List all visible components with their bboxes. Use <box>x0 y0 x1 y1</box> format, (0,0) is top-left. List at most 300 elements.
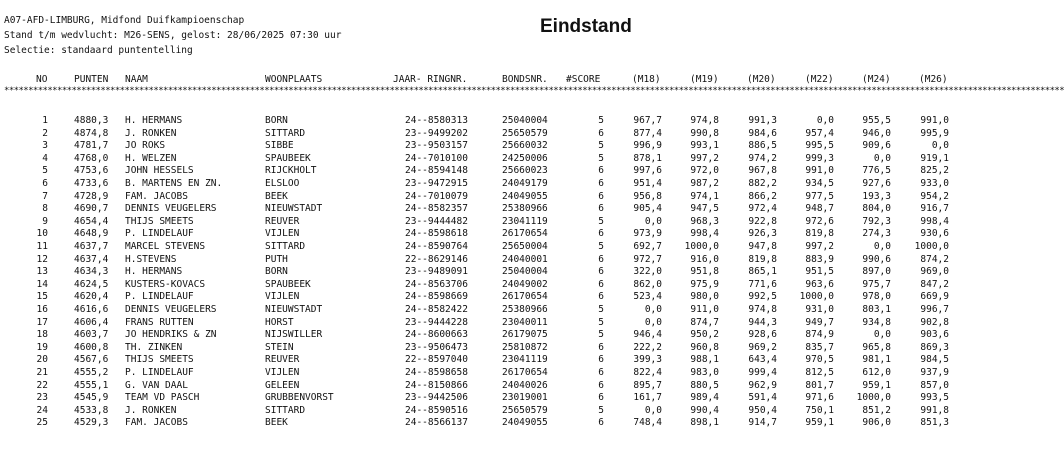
col-m26: 937,9 <box>920 367 949 378</box>
col-woonplaats: GELEEN <box>265 379 300 391</box>
table-row <box>0 354 960 366</box>
col-naam: G. VAN DAAL <box>125 379 188 391</box>
col-m26: 847,2 <box>920 278 949 290</box>
col-m19: 972,0 <box>690 165 719 177</box>
col-m19: 974,1 <box>690 190 719 202</box>
col-naam: FAM. JACOBS <box>125 417 188 429</box>
col-woonplaats: STEIN <box>265 341 294 353</box>
col-m18: 399,3 <box>633 354 662 366</box>
col-naam: FAM. JACOBS <box>125 190 188 202</box>
col-m20: 922,8 <box>748 215 777 227</box>
col-no: 18 <box>36 329 48 341</box>
col-m24: 927,6 <box>862 178 891 189</box>
col-m19: 987,2 <box>690 178 719 189</box>
col-naam: P. LINDELAUF <box>125 228 194 240</box>
col-m18: 161,7 <box>633 392 662 404</box>
col-woonplaats: BORN <box>265 115 288 126</box>
col-punten: 4874,8 <box>74 127 109 139</box>
col-m22: 812,5 <box>805 367 834 378</box>
col-woonplaats: NIEUWSTADT <box>265 203 323 215</box>
col-bondsnr: 25380966 <box>502 304 548 315</box>
col-woonplaats: SPAUBEEK <box>265 278 311 290</box>
col-score: 6 <box>598 178 604 189</box>
col-m19: 983,0 <box>690 367 719 378</box>
col-m19: 950,2 <box>690 329 719 341</box>
col-punten: 4781,7 <box>74 140 109 152</box>
col-m18: 748,4 <box>633 417 662 429</box>
col-woonplaats: REUVER <box>265 215 300 227</box>
col-no: 9 <box>42 215 48 227</box>
col-ringnr: 24--7010100 <box>405 152 468 164</box>
col-bondsnr: 25040004 <box>502 266 548 278</box>
col-m20: 591,4 <box>748 392 777 404</box>
col-m19: 911,0 <box>690 304 719 315</box>
col-ringnr: 24--8582422 <box>405 304 468 315</box>
col-no: 19 <box>36 341 48 353</box>
col-no: 13 <box>36 266 48 278</box>
col-punten: 4545,9 <box>74 392 109 404</box>
col-woonplaats: SITTARD <box>265 404 306 416</box>
table-row <box>0 329 960 341</box>
column-header-no: NO <box>36 74 48 85</box>
col-m24: 776,5 <box>862 165 891 177</box>
col-m18: 967,7 <box>633 115 662 126</box>
col-m19: 975,9 <box>690 278 719 290</box>
col-score: 6 <box>598 266 604 278</box>
column-header-bondsnr: BONDSNR. <box>502 74 548 85</box>
col-ringnr: 23--9472915 <box>405 178 468 189</box>
col-m22: 835,7 <box>805 341 834 353</box>
col-bondsnr: 26170654 <box>502 228 548 240</box>
col-naam: JO HENDRIKS & ZN <box>125 329 217 341</box>
col-m26: 857,0 <box>920 379 949 391</box>
col-naam: THIJS SMEETS <box>125 354 194 366</box>
col-score: 6 <box>598 354 604 366</box>
col-m19: 951,8 <box>690 266 719 278</box>
column-header-score: #SCORE <box>566 74 601 85</box>
col-woonplaats: REUVER <box>265 354 300 366</box>
col-m22: 934,5 <box>805 178 834 189</box>
col-no: 6 <box>42 178 48 189</box>
col-m24: 897,0 <box>862 266 891 278</box>
table-row <box>0 291 960 303</box>
col-m18: 0,0 <box>644 304 662 315</box>
col-m18: 973,9 <box>633 228 662 240</box>
col-m26: 930,6 <box>920 228 949 240</box>
table-row <box>0 191 960 203</box>
col-bondsnr: 24049179 <box>502 178 548 189</box>
col-m24: 851,2 <box>862 404 891 416</box>
table-row <box>0 279 960 291</box>
col-no: 25 <box>36 417 48 429</box>
col-m24: 1000,0 <box>856 392 891 404</box>
col-m18: 895,7 <box>633 379 662 391</box>
col-m26: 669,9 <box>920 291 949 303</box>
col-naam: J. RONKEN <box>125 127 177 139</box>
col-m26: 984,5 <box>920 354 949 366</box>
col-m20: 914,7 <box>748 417 777 429</box>
col-m18: 692,7 <box>633 241 662 252</box>
col-woonplaats: SPAUBEEK <box>265 152 311 164</box>
col-naam: FRANS RUTTEN <box>125 316 194 328</box>
col-m24: 0,0 <box>873 329 891 341</box>
col-m18: 972,7 <box>633 253 662 265</box>
col-ringnr: 24--8590764 <box>405 241 468 252</box>
col-m24: 274,3 <box>862 228 891 240</box>
col-score: 5 <box>598 115 604 126</box>
col-punten: 4533,8 <box>74 404 109 416</box>
header-line-selection: Selectie: standaard puntentelling <box>4 45 193 56</box>
col-woonplaats: VIJLEN <box>265 228 300 240</box>
col-no: 4 <box>42 152 48 164</box>
col-bondsnr: 25650579 <box>502 127 548 139</box>
col-m20: 865,1 <box>748 266 777 278</box>
col-m24: 946,0 <box>862 127 891 139</box>
col-punten: 4529,3 <box>74 417 109 429</box>
col-m24: 804,0 <box>862 203 891 215</box>
col-m26: 996,7 <box>920 304 949 315</box>
col-ringnr: 24--8582357 <box>405 203 468 215</box>
col-ringnr: 23--9503157 <box>405 140 468 152</box>
col-ringnr: 23--9444228 <box>405 316 468 328</box>
col-score: 6 <box>598 379 604 391</box>
col-m20: 967,8 <box>748 165 777 177</box>
col-naam: DENNIS VEUGELERS <box>125 304 217 315</box>
col-score: 6 <box>598 253 604 265</box>
column-header-punten: PUNTEN <box>74 74 109 85</box>
col-m22: 991,0 <box>805 165 834 177</box>
col-ringnr: 22--8597040 <box>405 354 468 366</box>
col-no: 12 <box>36 253 48 265</box>
col-m26: 851,3 <box>920 417 949 429</box>
col-punten: 4654,4 <box>74 215 109 227</box>
col-m20: 962,9 <box>748 379 777 391</box>
col-m18: 877,4 <box>633 127 662 139</box>
col-m22: 995,5 <box>805 140 834 152</box>
col-score: 5 <box>598 241 604 252</box>
column-header-m22: (M22) <box>805 74 834 85</box>
col-ringnr: 24--8594148 <box>405 165 468 177</box>
table-row <box>0 178 960 190</box>
col-punten: 4620,4 <box>74 291 109 303</box>
col-m20: 991,3 <box>748 115 777 126</box>
col-m26: 825,2 <box>920 165 949 177</box>
col-ringnr: 22--8629146 <box>405 253 468 265</box>
col-no: 1 <box>42 115 48 126</box>
col-m22: 801,7 <box>805 379 834 391</box>
col-m22: 963,6 <box>805 278 834 290</box>
col-m18: 996,9 <box>633 140 662 152</box>
col-woonplaats: NIEUWSTADT <box>265 304 323 315</box>
col-m19: 874,7 <box>690 316 719 328</box>
col-m19: 968,3 <box>690 215 719 227</box>
col-m18: 956,8 <box>633 190 662 202</box>
col-m26: 969,0 <box>920 266 949 278</box>
col-woonplaats: BEEK <box>265 190 288 202</box>
col-m20: 984,6 <box>748 127 777 139</box>
table-row <box>0 228 960 240</box>
col-m24: 193,3 <box>862 190 891 202</box>
col-score: 6 <box>598 278 604 290</box>
col-m19: 880,5 <box>690 379 719 391</box>
col-m19: 947,5 <box>690 203 719 215</box>
col-m18: 523,4 <box>633 291 662 303</box>
col-score: 5 <box>598 329 604 341</box>
col-m24: 792,3 <box>862 215 891 227</box>
header-line-status: Stand t/m wedvlucht: M26-SENS, gelost: 28/06/2025 07:30 uur <box>4 30 342 41</box>
col-woonplaats: SITTARD <box>265 127 306 139</box>
col-m20: 944,3 <box>748 316 777 328</box>
col-m24: 990,6 <box>862 253 891 265</box>
col-naam: JO ROKS <box>125 140 166 152</box>
col-bondsnr: 24040001 <box>502 253 548 265</box>
col-punten: 4753,6 <box>74 165 109 177</box>
col-punten: 4600,8 <box>74 341 109 353</box>
col-punten: 4768,0 <box>74 152 109 164</box>
col-m20: 819,8 <box>748 253 777 265</box>
col-m20: 974,2 <box>748 152 777 164</box>
col-bondsnr: 24049002 <box>502 278 548 290</box>
col-m19: 993,1 <box>690 140 719 152</box>
col-woonplaats: SITTARD <box>265 241 306 252</box>
col-m19: 988,1 <box>690 354 719 366</box>
col-m18: 322,0 <box>633 266 662 278</box>
col-m20: 886,5 <box>748 140 777 152</box>
col-m19: 989,4 <box>690 392 719 404</box>
col-m24: 981,1 <box>862 354 891 366</box>
col-punten: 4624,5 <box>74 278 109 290</box>
col-naam: P. LINDELAUF <box>125 291 194 303</box>
col-punten: 4880,3 <box>74 115 109 126</box>
col-m26: 998,4 <box>920 215 949 227</box>
col-no: 3 <box>42 140 48 152</box>
table-row <box>0 203 960 215</box>
col-m22: 972,6 <box>805 215 834 227</box>
table-row <box>0 392 960 404</box>
col-ringnr: 24--8598669 <box>405 291 468 303</box>
col-no: 16 <box>36 304 48 315</box>
col-woonplaats: VIJLEN <box>265 291 300 303</box>
header-line-organization: A07-AFD-LIMBURG, Midfond Duifkampioenschap <box>4 15 245 26</box>
col-woonplaats: HORST <box>265 316 294 328</box>
col-m26: 993,5 <box>920 392 949 404</box>
table-row <box>0 115 960 127</box>
col-m18: 0,0 <box>644 404 662 416</box>
col-m19: 980,0 <box>690 291 719 303</box>
col-m19: 916,0 <box>690 253 719 265</box>
col-punten: 4728,9 <box>74 190 109 202</box>
col-ringnr: 24--8566137 <box>405 417 468 429</box>
col-m26: 0,0 <box>931 140 949 152</box>
col-naam: THIJS SMEETS <box>125 215 194 227</box>
col-bondsnr: 26179075 <box>502 329 548 341</box>
col-ringnr: 23--9444482 <box>405 215 468 227</box>
col-score: 6 <box>598 190 604 202</box>
col-ringnr: 24--8600663 <box>405 329 468 341</box>
col-m24: 906,0 <box>862 417 891 429</box>
col-m22: 957,4 <box>805 127 834 139</box>
col-punten: 4648,9 <box>74 228 109 240</box>
col-no: 10 <box>36 228 48 240</box>
table-row <box>0 241 960 253</box>
col-no: 21 <box>36 367 48 378</box>
col-no: 22 <box>36 379 48 391</box>
col-m20: 950,4 <box>748 404 777 416</box>
col-punten: 4690,7 <box>74 203 109 215</box>
col-bondsnr: 25650579 <box>502 404 548 416</box>
col-woonplaats: GRUBBENVORST <box>265 392 334 404</box>
column-header-naam: NAAM <box>125 74 148 85</box>
col-woonplaats: SIBBE <box>265 140 294 152</box>
col-m26: 1000,0 <box>914 241 949 252</box>
col-m26: 933,0 <box>920 178 949 189</box>
col-score: 6 <box>598 392 604 404</box>
col-no: 8 <box>42 203 48 215</box>
col-m19: 974,8 <box>690 115 719 126</box>
col-m24: 909,6 <box>862 140 891 152</box>
col-no: 11 <box>36 241 48 252</box>
col-score: 6 <box>598 127 604 139</box>
col-m22: 1000,0 <box>799 291 834 303</box>
col-no: 2 <box>42 127 48 139</box>
col-bondsnr: 25660023 <box>502 165 548 177</box>
col-m20: 999,4 <box>748 367 777 378</box>
col-naam: MARCEL STEVENS <box>125 241 206 252</box>
col-m19: 998,4 <box>690 228 719 240</box>
col-bondsnr: 24049055 <box>502 417 548 429</box>
col-m19: 1000,0 <box>684 241 719 252</box>
col-bondsnr: 24040026 <box>502 379 548 391</box>
col-score: 5 <box>598 215 604 227</box>
col-ringnr: 24--7010079 <box>405 190 468 202</box>
col-m19: 990,8 <box>690 127 719 139</box>
col-bondsnr: 23040011 <box>502 316 548 328</box>
col-woonplaats: VIJLEN <box>265 367 300 378</box>
table-row <box>0 165 960 177</box>
col-woonplaats: NIJSWILLER <box>265 329 323 341</box>
col-m20: 882,2 <box>748 178 777 189</box>
column-header-m24: (M24) <box>862 74 891 85</box>
col-punten: 4733,6 <box>74 178 109 189</box>
column-header-m20: (M20) <box>747 74 776 85</box>
col-m24: 975,7 <box>862 278 891 290</box>
col-m22: 948,7 <box>805 203 834 215</box>
col-m22: 0,0 <box>816 115 834 126</box>
col-m26: 954,2 <box>920 190 949 202</box>
col-woonplaats: BORN <box>265 266 288 278</box>
col-bondsnr: 25660032 <box>502 140 548 152</box>
col-m20: 972,4 <box>748 203 777 215</box>
col-bondsnr: 26170654 <box>502 367 548 378</box>
col-score: 5 <box>598 152 604 164</box>
col-bondsnr: 23041119 <box>502 215 548 227</box>
col-ringnr: 23--9489091 <box>405 266 468 278</box>
col-m22: 819,8 <box>805 228 834 240</box>
col-m22: 999,3 <box>805 152 834 164</box>
col-bondsnr: 26170654 <box>502 291 548 303</box>
col-m26: 903,6 <box>920 329 949 341</box>
col-woonplaats: BEEK <box>265 417 288 429</box>
table-row <box>0 317 960 329</box>
table-row <box>0 140 960 152</box>
col-no: 24 <box>36 404 48 416</box>
col-m18: 997,6 <box>633 165 662 177</box>
col-naam: H. HERMANS <box>125 115 183 126</box>
col-no: 23 <box>36 392 48 404</box>
col-m20: 771,6 <box>748 278 777 290</box>
col-score: 6 <box>598 228 604 240</box>
column-header-ringnr: JAAR- RINGNR. <box>393 74 468 85</box>
table-row <box>0 266 960 278</box>
col-score: 6 <box>598 203 604 215</box>
col-score: 6 <box>598 341 604 353</box>
column-header-m19: (M19) <box>690 74 719 85</box>
col-m20: 926,3 <box>748 228 777 240</box>
col-m22: 971,6 <box>805 392 834 404</box>
col-m24: 612,0 <box>862 367 891 378</box>
col-m26: 902,8 <box>920 316 949 328</box>
col-naam: H. WELZEN <box>125 152 177 164</box>
col-bondsnr: 24049055 <box>502 190 548 202</box>
col-ringnr: 24--8150866 <box>405 379 468 391</box>
col-naam: JOHN HESSELS <box>125 165 194 177</box>
col-m22: 997,2 <box>805 241 834 252</box>
table-row <box>0 405 960 417</box>
col-ringnr: 23--9506473 <box>405 341 468 353</box>
col-m20: 947,8 <box>748 241 777 252</box>
col-m22: 949,7 <box>805 316 834 328</box>
col-m22: 977,5 <box>805 190 834 202</box>
col-score: 5 <box>598 140 604 152</box>
col-m18: 222,2 <box>633 341 662 353</box>
col-m18: 878,1 <box>633 152 662 164</box>
col-score: 6 <box>598 367 604 378</box>
col-m24: 0,0 <box>873 152 891 164</box>
col-m18: 946,4 <box>633 329 662 341</box>
col-score: 6 <box>598 165 604 177</box>
col-m24: 978,0 <box>862 291 891 303</box>
col-punten: 4637,7 <box>74 241 109 252</box>
col-m26: 874,2 <box>920 253 949 265</box>
col-m24: 955,5 <box>862 115 891 126</box>
col-m26: 991,8 <box>920 404 949 416</box>
column-header-m18: (M18) <box>632 74 661 85</box>
col-m19: 960,8 <box>690 341 719 353</box>
col-bondsnr: 23041119 <box>502 354 548 366</box>
col-m26: 869,3 <box>920 341 949 353</box>
col-ringnr: 24--8598658 <box>405 367 468 378</box>
col-bondsnr: 25810872 <box>502 341 548 353</box>
col-m18: 905,4 <box>633 203 662 215</box>
col-m18: 822,4 <box>633 367 662 378</box>
table-row <box>0 342 960 354</box>
col-m20: 992,5 <box>748 291 777 303</box>
col-punten: 4567,6 <box>74 354 109 366</box>
col-m19: 990,4 <box>690 404 719 416</box>
col-ringnr: 24--8590516 <box>405 404 468 416</box>
col-m26: 991,0 <box>920 115 949 126</box>
col-m24: 965,8 <box>862 341 891 353</box>
col-score: 5 <box>598 316 604 328</box>
col-bondsnr: 25650004 <box>502 241 548 252</box>
table-row <box>0 417 960 429</box>
col-ringnr: 24--8580313 <box>405 115 468 126</box>
col-no: 14 <box>36 278 48 290</box>
col-ringnr: 23--9442506 <box>405 392 468 404</box>
col-woonplaats: RIJCKHOLT <box>265 165 317 177</box>
col-m18: 862,0 <box>633 278 662 290</box>
col-punten: 4634,3 <box>74 266 109 278</box>
